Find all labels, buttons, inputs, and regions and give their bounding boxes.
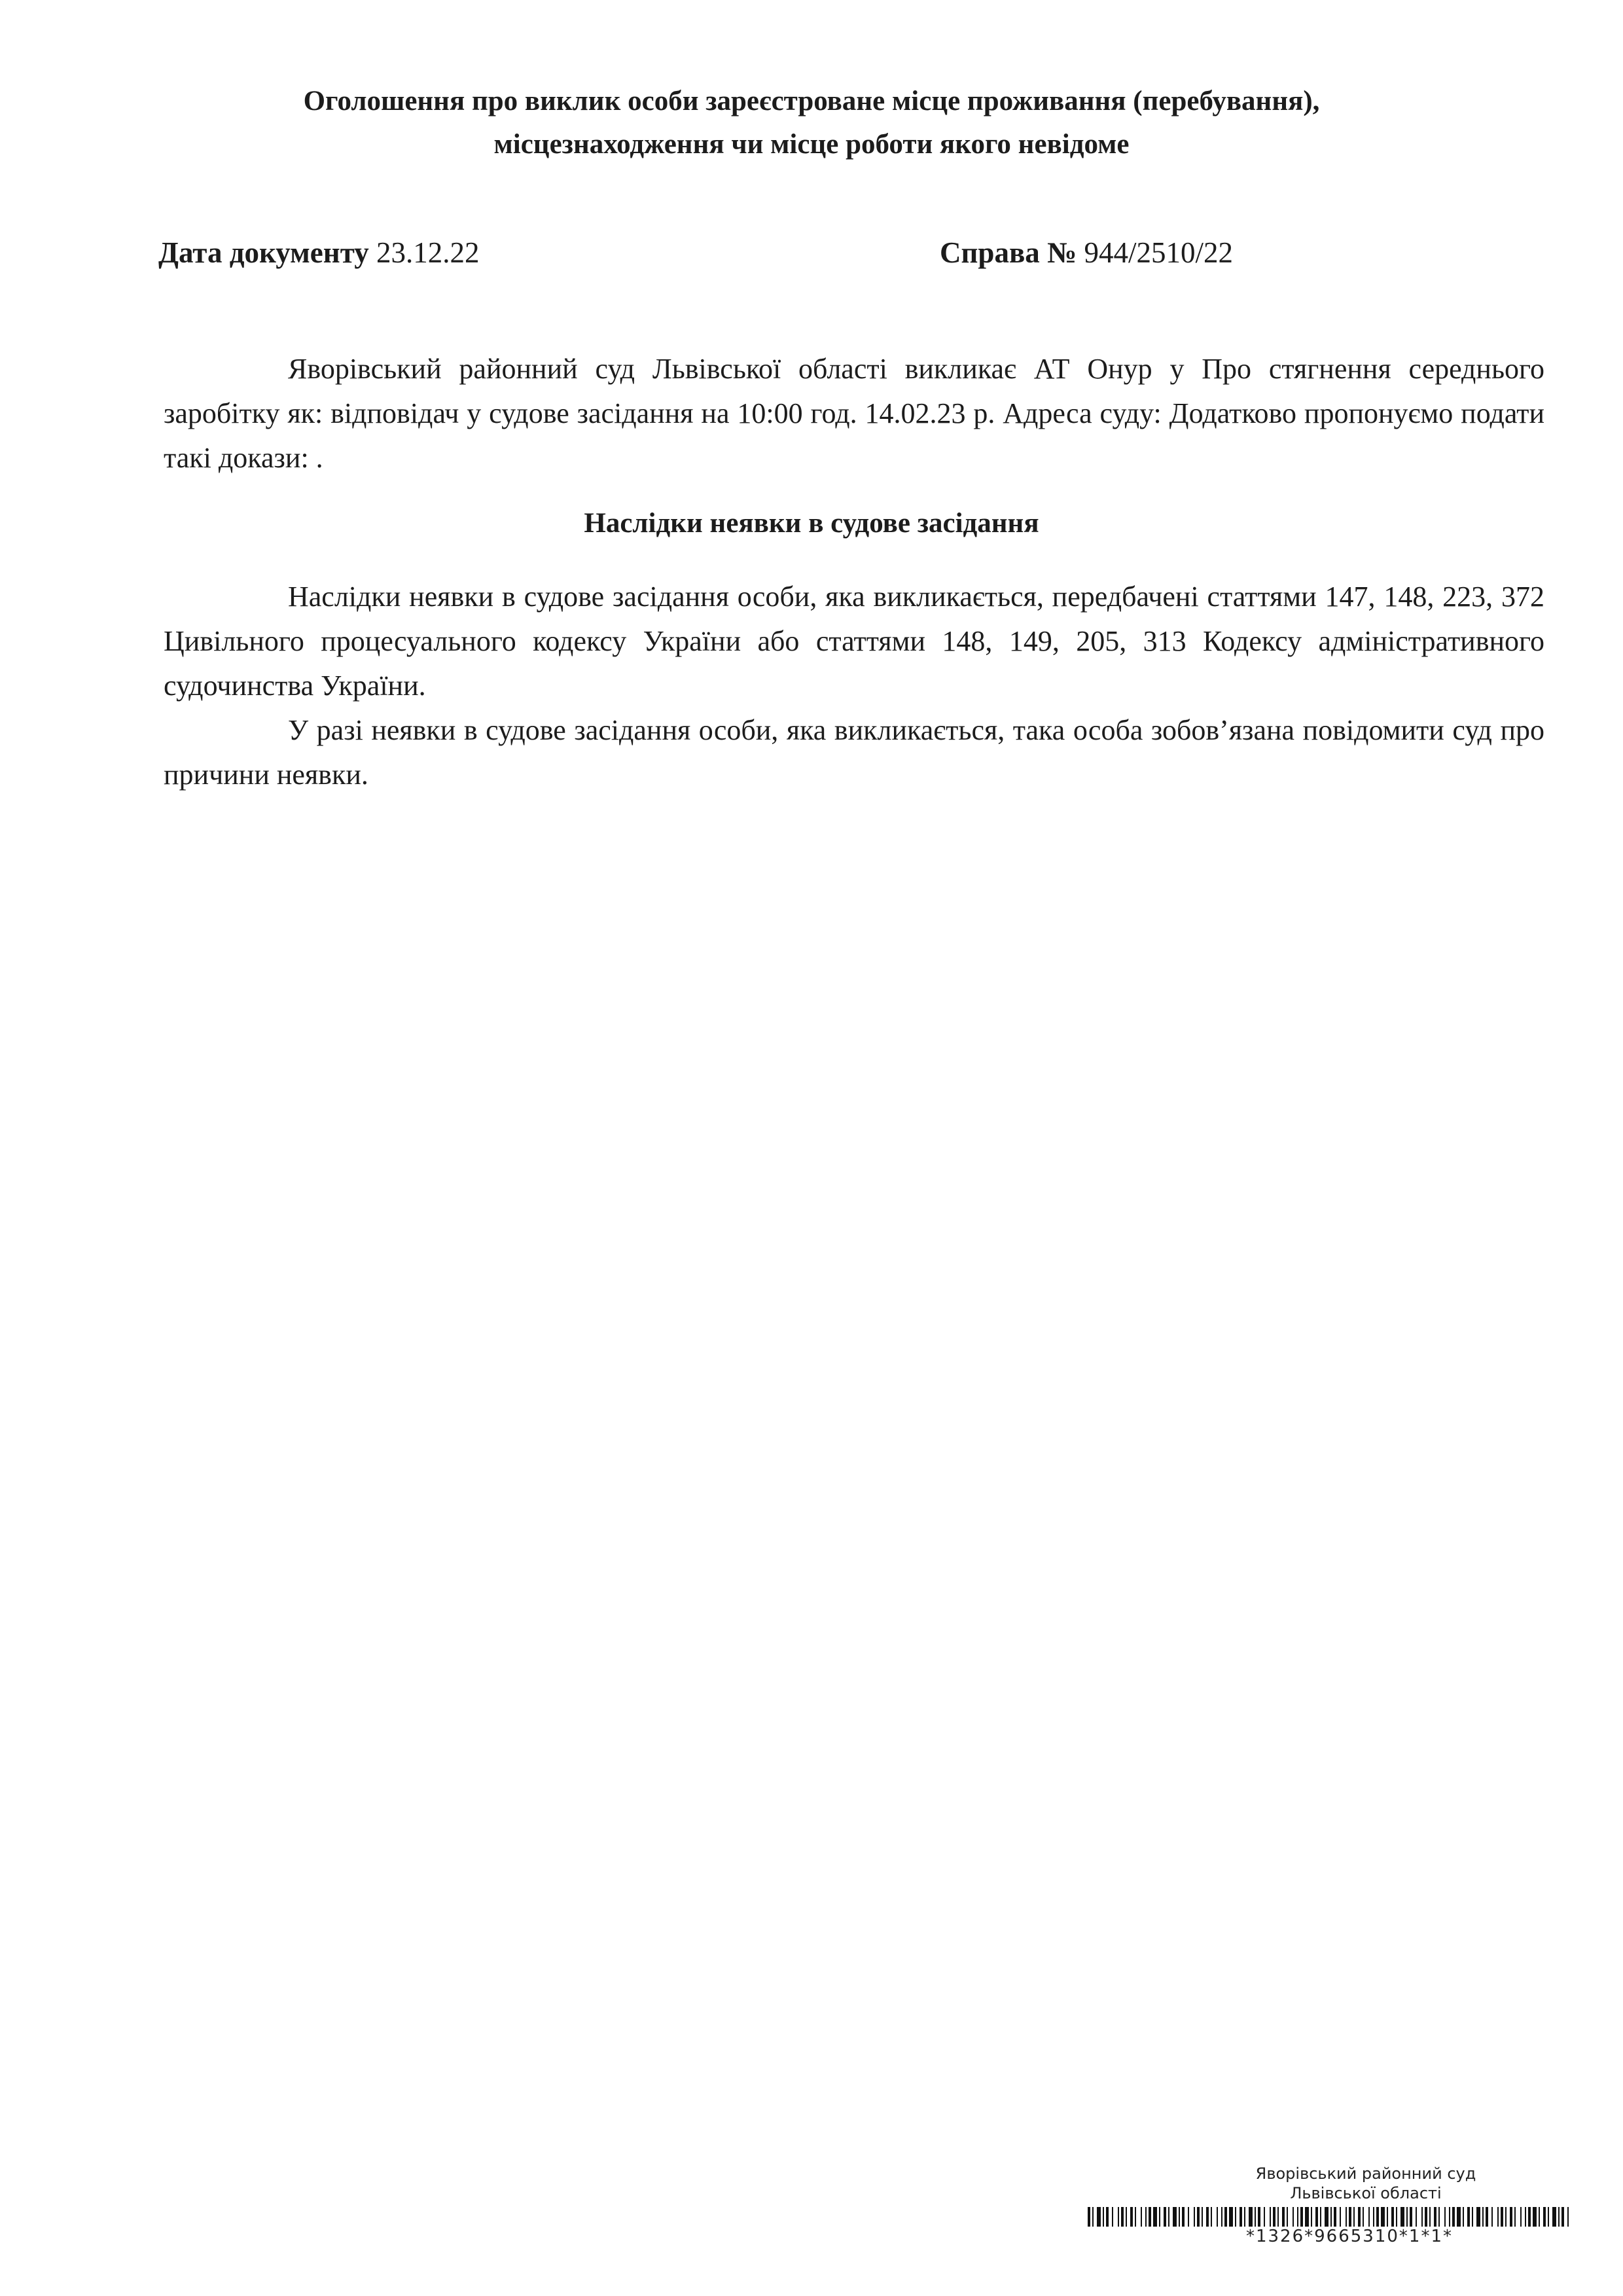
court-stamp — [1088, 2164, 1572, 2246]
date-label: Дата документу — [158, 236, 369, 269]
intro-paragraph: Яворівський районний суд Львівської області викликає АТ Онур у Про стягнення середнього заробітку як: відповідач у судове засідання на 10:00 год. 14.02.23 р. Адреса суду: Додатково пропонуємо подати такі докази: . — [164, 353, 1544, 474]
barcode-number: *1326*9665310*1*1* — [1245, 2227, 1454, 2246]
title-line-1: Оголошення про виклик особи зареєстроване місце проживання (перебування), — [303, 86, 1320, 117]
date-value: 23.12.22 — [376, 236, 480, 269]
stamp-region: Львівської області — [1290, 2184, 1442, 2202]
stamp-court-name: Яворівський районний суд — [1255, 2164, 1476, 2183]
title-line-2: місцезнаходження чи місце роботи якого невідоме — [493, 129, 1130, 160]
consequences-paragraph-2: У разі неявки в судове засідання особи, яка викликається, така особа зобов’язана повідомити суд про причини неявки. — [164, 714, 1544, 791]
intro-section — [164, 347, 1544, 480]
document-date — [158, 233, 479, 272]
document-title — [0, 80, 1623, 166]
case-number — [940, 233, 1233, 272]
case-label: Справа № — [940, 236, 1077, 269]
consequences-section — [164, 575, 1544, 797]
case-value: 944/2510/22 — [1084, 236, 1233, 269]
consequences-paragraph-1: Наслідки неявки в судове засідання особи, яка викликається, передбачені статтями 147, 148, 223, 372 Цивільного процесуального кодексу України або статтями 148, 149, 205, 313 Кодексу адміністративного судочинства України. — [164, 581, 1544, 702]
consequences-heading: Наслідки неявки в судове засідання — [584, 508, 1039, 539]
barcode — [1088, 2207, 1572, 2227]
